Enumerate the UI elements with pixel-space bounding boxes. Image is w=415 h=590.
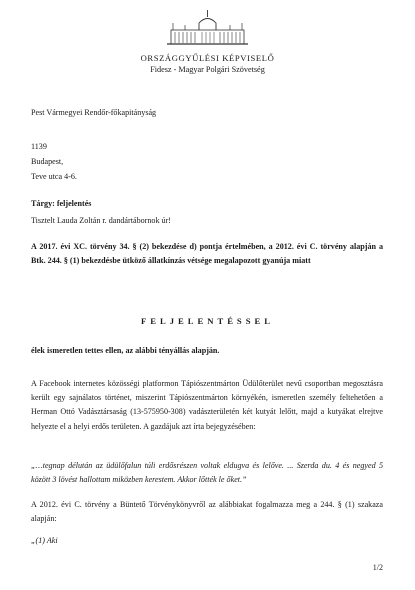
- address-zip: 1139: [31, 142, 47, 151]
- address-street: Teve utca 4-6.: [31, 172, 77, 181]
- address-city: Budapest,: [31, 157, 64, 166]
- header-title: ORSZÁGGYŰLÉSI KÉPVISELŐ: [140, 53, 275, 63]
- address-organization: Pest Vármegyei Rendőr-főkapitányság: [31, 108, 157, 117]
- salutation: Tisztelt Lauda Zoltán r. dandártábornok úr!: [31, 216, 171, 225]
- body-paragraph: A Facebook internetes közösségi platformon Tápiószentmárton Üdülőterület nevű csoportban megosztásra került egy sajnálatos történet, miszerint Tápiószentmárton környékén, ismeretlen személy feltehetően a Herman Ottó Vadásztársaság (13-575950-308) vadászterületén két kutyát lelőtt, majd a kutyákat elrejtve helyezte el a helyi erdős területen. A gazdájuk azt írta bejegyzésében:: [31, 379, 383, 431]
- legal-basis-paragraph: A 2017. évi XC. törvény 34. § (2) bekezdése d) pontja értelmében, a 2012. évi C. törvény alapján a Btk. 244. § (1) bekezdésbe ütköző állatkínzás vétsége megalapozott gyanúja miatt: [31, 242, 383, 266]
- against-line: élek ismeretlen tettes ellen, az alábbi tényállás alapján.: [31, 346, 220, 355]
- document-title: FELJELENTÉSSEL: [141, 316, 274, 326]
- law-intro-paragraph: A 2012. évi C. törvény a Büntető Törvénykönyvről az alábbiakat fogalmazza meg a 244. § (1) szakaza alapján:: [31, 500, 383, 524]
- parliament-crest-logo: [165, 8, 250, 48]
- header-subtitle: Fidesz - Magyar Polgári Szövetség: [150, 65, 265, 74]
- page-number: 1/2: [372, 563, 383, 572]
- law-quote-start: „(1) Aki: [31, 536, 58, 545]
- quote-paragraph: „…tegnap délután az üdülőfalun túli erdősrészen voltak eldugva és lelőve. ... Szerda du. 4 és negyed 5 között 3 lövést hallottam miközben kerestem. Akkor lőtték le őket.”: [31, 461, 383, 485]
- subject-line: Tárgy: feljelentés: [31, 199, 92, 208]
